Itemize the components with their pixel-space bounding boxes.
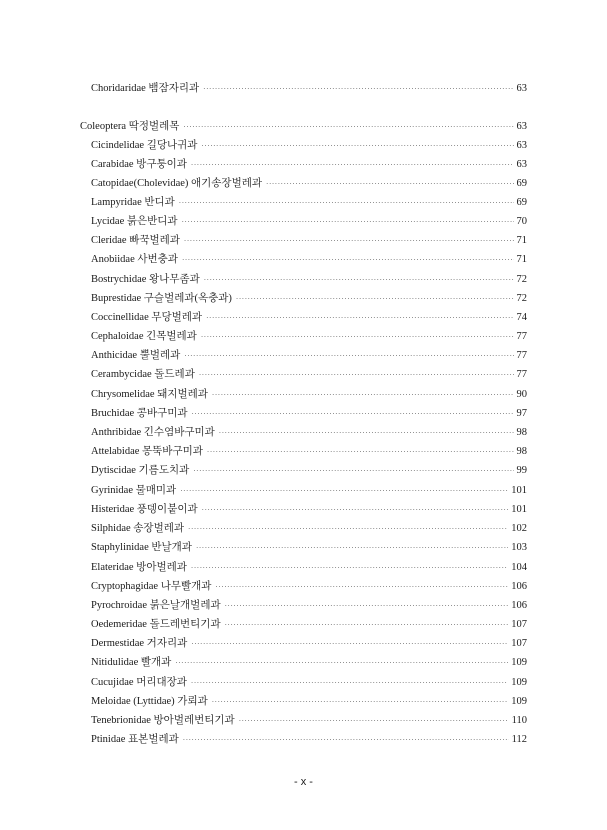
toc-entry (91, 311, 527, 325)
dot-leader (239, 715, 509, 728)
dot-leader (215, 581, 508, 594)
toc-entry (91, 82, 527, 96)
toc-entry-page: 101 (511, 485, 527, 496)
toc-entry (91, 273, 527, 287)
dot-leader (199, 369, 514, 382)
toc-entry-title: Cucujidae 머리대장과 (91, 677, 187, 688)
toc-entry (91, 541, 527, 555)
toc-entry (91, 196, 527, 210)
toc-entry-title: Lampyridae 반디과 (91, 197, 175, 208)
toc-entry-title: Lycidae 붉은반디과 (91, 216, 178, 227)
toc-entry (80, 120, 527, 134)
toc-entry-title: Buprestidae 구슬벌레과(옥충과) (91, 293, 232, 304)
dot-leader (193, 465, 513, 478)
toc-entry (91, 637, 527, 651)
toc-entry-title: Oedemeridae 돌드레번티기과 (91, 619, 221, 630)
toc-entry (91, 426, 527, 440)
toc-entry-page: 69 (516, 178, 527, 189)
dot-leader (191, 562, 508, 575)
toc-entry (91, 158, 527, 172)
dot-leader (207, 446, 514, 459)
toc-entry-title: Elateridae 방아벌레과 (91, 562, 187, 573)
toc-entry-page: 103 (511, 542, 527, 553)
toc-entry-page: 63 (516, 140, 527, 151)
toc-entry-page: 106 (511, 581, 527, 592)
toc-entry-page: 63 (516, 159, 527, 170)
toc-entry-title: Catopidae(Cholevidae) 애기송장벌레과 (91, 178, 263, 189)
toc-entry-page: 70 (516, 216, 527, 227)
dot-leader (196, 542, 508, 555)
toc-entry-title: Tenebrionidae 방아벌레번티기과 (91, 715, 235, 726)
toc-entry-title: Bruchidae 콩바구미과 (91, 408, 188, 419)
toc-entry-title: Coleoptera 딱정벌레목 (80, 121, 180, 132)
toc-entry-page: 72 (516, 293, 527, 304)
dot-leader (236, 293, 514, 306)
dot-leader (184, 350, 513, 363)
dot-leader (191, 159, 514, 172)
dot-leader (202, 504, 509, 517)
toc-entry (91, 292, 527, 306)
toc-entry (91, 388, 527, 402)
toc-entry-title: Choridaridae 뱀잠자리과 (91, 83, 200, 94)
toc-entry-title: Anthicidae 뿔벌레과 (91, 350, 181, 361)
toc-entry (91, 714, 527, 728)
toc-entry (91, 330, 527, 344)
toc-entry-title: Coccinellidae 무당벌레과 (91, 312, 203, 323)
toc-entry (91, 695, 527, 709)
toc-entry-page: 110 (511, 715, 527, 726)
toc-entry-title: Gyrinidae 물매미과 (91, 485, 177, 496)
toc-entry (91, 618, 527, 632)
toc-entry-title: Meloidae (Lyttidae) 가뢰과 (91, 696, 208, 707)
toc-entry-page: 77 (516, 331, 527, 342)
toc-entry-page: 101 (511, 504, 527, 515)
toc-entry (91, 580, 527, 594)
toc-entry (91, 234, 527, 248)
dot-leader (183, 734, 509, 747)
toc-entry-page: 77 (516, 369, 527, 380)
toc-entry-page: 72 (516, 274, 527, 285)
toc-entry-title: Cicindelidae 길당나귀과 (91, 140, 198, 151)
toc-entry-page: 74 (516, 312, 527, 323)
dot-leader (183, 121, 513, 134)
toc-entry-title: Chrysomelidae 돼지벌레과 (91, 389, 208, 400)
toc-entry-title: Attelabidae 몽뚝바구미과 (91, 446, 203, 457)
toc-entry-title: Carabidae 방구퉁이과 (91, 159, 187, 170)
dot-leader (206, 312, 513, 325)
toc-entry-page: 109 (511, 696, 527, 707)
toc-entry-title: Dermestidae 거자리과 (91, 638, 188, 649)
toc-entry-page: 71 (516, 235, 527, 246)
dot-leader (180, 485, 508, 498)
toc-entry-title: Dytiscidae 기름도치과 (91, 465, 190, 476)
toc-entry-page: 63 (516, 121, 527, 132)
toc-entry (91, 464, 527, 478)
dot-leader (201, 331, 514, 344)
toc-entry-page: 77 (516, 350, 527, 361)
dot-leader (204, 274, 514, 287)
dot-leader (203, 83, 513, 96)
toc-entry (91, 733, 527, 747)
toc-entry (91, 676, 527, 690)
toc-entry-page: 97 (516, 408, 527, 419)
toc-entry-page: 71 (516, 254, 527, 265)
toc-entry (91, 599, 527, 613)
toc-entry (91, 561, 527, 575)
toc-entry (91, 253, 527, 267)
toc-entry (91, 215, 527, 229)
toc-entry-title: Histeridae 풍뎅이붙이과 (91, 504, 198, 515)
toc-entry-title: Nitidulidae 빨개과 (91, 657, 172, 668)
toc-entry (91, 484, 527, 498)
toc-entry (91, 522, 527, 536)
toc-entry-title: Bostrychidae 왕나무좀과 (91, 274, 200, 285)
dot-leader (225, 600, 509, 613)
toc-entry (91, 368, 527, 382)
toc-entry (91, 503, 527, 517)
toc-entry (91, 656, 527, 670)
toc-entry-page: 99 (516, 465, 527, 476)
toc-entry-page: 69 (516, 197, 527, 208)
toc-entry-page: 104 (511, 562, 527, 573)
toc-entry (91, 177, 527, 191)
toc-entry-title: Cryptophagidae 나무빨개과 (91, 581, 212, 592)
dot-leader (175, 657, 508, 670)
dot-leader (219, 427, 514, 440)
dot-leader (191, 638, 508, 651)
toc-entry-page: 107 (511, 619, 527, 630)
dot-leader (191, 677, 508, 690)
dot-leader (184, 235, 514, 248)
toc-entry-page: 63 (516, 83, 527, 94)
toc-entry-page: 98 (516, 446, 527, 457)
toc-entry-page: 112 (511, 734, 527, 745)
toc-entry-page: 109 (511, 677, 527, 688)
page-number: - x - (294, 776, 313, 788)
toc-entry-page: 109 (511, 657, 527, 668)
toc-entry-title: Silphidae 송장벌레과 (91, 523, 185, 534)
toc-entry (91, 445, 527, 459)
toc-entry-title: Pyrochroidae 붉은날개벌레과 (91, 600, 221, 611)
toc-entry-page: 107 (511, 638, 527, 649)
toc-entry-title: Anthribidae 긴수염바구미과 (91, 427, 215, 438)
dot-leader (212, 696, 509, 709)
dot-leader (225, 619, 509, 632)
dot-leader (266, 178, 513, 191)
toc-entry-page: 90 (516, 389, 527, 400)
toc-entry-title: Anobiidae 사번충과 (91, 254, 178, 265)
toc-entry (91, 349, 527, 363)
toc-entry-title: Staphylinidae 반날개과 (91, 542, 192, 553)
toc-entry-title: Cleridae 빠꾹벌레과 (91, 235, 180, 246)
toc-entry-page: 106 (511, 600, 527, 611)
dot-leader (192, 408, 514, 421)
toc-entry (91, 407, 527, 421)
dot-leader (179, 197, 514, 210)
dot-leader (182, 254, 514, 267)
toc-entry-title: Cerambycidae 돌드레과 (91, 369, 195, 380)
dot-leader (188, 523, 508, 536)
toc-entry-page: 98 (516, 427, 527, 438)
dot-leader (201, 140, 513, 153)
toc-entry-title: Cephaloidae 긴목벌레과 (91, 331, 197, 342)
dot-leader (212, 389, 514, 402)
toc-entry (91, 139, 527, 153)
toc-entry-page: 102 (511, 523, 527, 534)
dot-leader (182, 216, 514, 229)
toc-entry-title: Ptinidae 표본벌레과 (91, 734, 179, 745)
